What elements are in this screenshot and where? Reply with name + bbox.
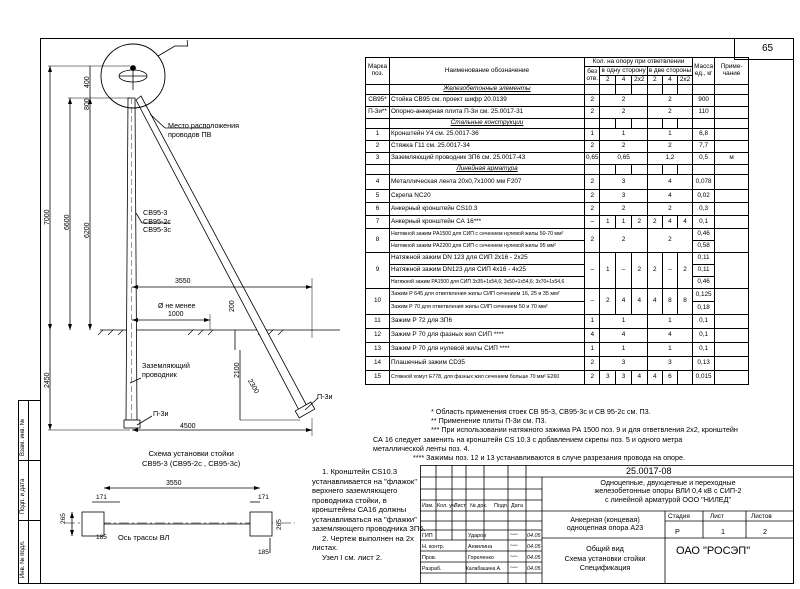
document-title: Одноцепные, двухцепные и переходные железобетонные опоры ВЛИ 0,4 кВ с СИП-2 с линейной арматурой ООО "НИЛЕД"	[594, 478, 742, 504]
pole-type-labels: СВ95-3 СВ95-2с СВ95-3с	[143, 208, 171, 234]
company-name: ОАО "РОСЭП"	[676, 545, 751, 557]
dim-7000: 7000	[44, 209, 51, 225]
dim-800: 800	[84, 98, 91, 110]
date-nkontr: 04.05	[527, 544, 541, 550]
table-row: Натяжной зажим РА1500 для СИП 3х35+1х54,6; 3х50+1х54,6; 3х70+1х54,6 0,46	[366, 277, 749, 289]
dim-2300: 2300	[245, 378, 260, 395]
col-name: Наименование обозначение	[390, 58, 585, 85]
date-gip: 04.05	[527, 533, 541, 539]
signature-nkontr: ~~	[510, 542, 518, 550]
plan-dim-265-left: 265	[60, 513, 67, 524]
table-row: П-3и** Опорно-анкерная плита П-3и см. 25.0017-31 2 2 2 110	[366, 107, 749, 119]
margin-label-inv: Инв. № подл.	[20, 540, 26, 578]
table-row: Натяжной зажим РА2200 для СИП с сечением нулевой жилы 95 мм² 0,58	[366, 241, 749, 253]
sheets-header: Листов	[751, 513, 772, 520]
table-row: Зажим Р 70 для ответвления жилы СИП сечением 50 и 70 мм² 0,18	[366, 302, 749, 315]
role-razrab: Разраб.	[422, 566, 442, 572]
margin-stamp	[28, 400, 40, 584]
role-nkontr: Н. контр.	[422, 544, 445, 550]
col-mass: Масса ед., кг	[693, 58, 715, 85]
specification-table: Марка поз. Наименование обозначение Кол. на опору при ответвлении Масса ед., кг Приме- чание без отв. в одну сторону в две стороны 2 4 2х2 2 4 2х2 Железобетонные элементы СВ95* Стойка СВ95 см. проект шифр 20.0139 2 2 2 900 П-3и** Опорно-анкерная плита П-3и см. 25.0017-31 2 2 2 110 Стальные конструкции 1 Кронштейн У4 см. 25.0017-36 1 1 1 6,8 2 Стяжка Г11 см. 25.0017-34 2 2 2 7,7 3 Заземляющий проводник ЗП6 см. 25.0017-43 0,65 0,65 1,2 0,5 м Линейная арматура 4 Металлическая лента 20х0,7х1000 мм F207 2 3 4 0,078 5 Скрепа NC20 2 3 4 0,02 6 Анкерный кронштейн CS10.3 2 2 2 0,3 7 Анкерный кронштейн СА 16*** – 1 1 2 2 4 4 0,1 8 Натяжной зажим РА1500 для СИП с сечением нулевой жилы 50-70 мм² 2 2 2 0,46 Натяжной зажим РА2200 для СИП с сечением нулевой жилы 95 мм² 0,58 9 Натяжной зажим DN 123 для СИП 2х16 - 2х25 – 1 – 2 2 – 2 0,11 Натяжной зажим DN123 для СИП 4х16 - 4х25 0,11 Натяжной зажим РА1500 для СИП 3х35+1х54,6; 3х50+1х54,6; 3х70+1х54,6 0,46 10 Зажим Р 645 для ответвления жилы СИП сечением 16, 25 и 35 мм² – 2 4 4 4 8 8 0,125 Зажим Р 70 для ответвления жилы СИП сечением 50 и 70 мм² 0,18 11 Зажим Р 72 для ЗП6 1 1 1 0,1 12 Зажим Р 70 для фазных жил СИП **** 4 4 4 0,1 13 Зажим Р 70 для нулевой жилы СИП **** 1 1 1 0,1 14 Плашечный зажим CD35 2 3 3 0,13 15 Стяжной хомут E778, для фазных жил сечением больше 70 мм² Е260 2 3 3 4 4 6 0,015	[365, 57, 749, 385]
date-prov: 04.05	[527, 555, 541, 561]
col-qty: Кол. на опору при ответвлении	[585, 58, 693, 67]
plan-dim-185-left: 185	[96, 534, 107, 541]
plan-dim-3550: 3550	[166, 480, 182, 487]
plan-dim-185-right: 185	[258, 549, 269, 556]
name-razrab: Калабашина А.	[466, 566, 502, 572]
table-row: 6 Анкерный кронштейн CS10.3 2 2 2 0,3	[366, 203, 749, 216]
dim-2100: 2100	[234, 362, 241, 378]
plan-plate-right	[250, 512, 272, 536]
table-row: 3 Заземляющий проводник ЗП6 см. 25.0017-43 0,65 0,65 1,2 0,5 м	[366, 153, 749, 165]
ground-conductor-label: Заземляющий проводник	[142, 361, 190, 379]
scheme-title: Схема установки стойки СВ95-3 (СВ95-2с , СВ95-3с)	[142, 449, 241, 468]
dim-200: 200	[229, 300, 236, 312]
table-row: 13 Зажим Р 70 для нулевой жилы СИП **** 1 1 1 0,1	[366, 343, 749, 357]
signature-razrab: ~~	[510, 564, 518, 572]
role-gip: ГИП	[422, 533, 433, 539]
drawing-notes: 1. Кронштейн CS10.3 устанавливается на "флажок" верхнего заземляющего проводника стойки, в кронштейны СА16 должны устанавливаться на "флажки" заземляющего проводника ЗП6. 2. Чертеж выполнен на 2х листах. Узел I см. лист 2.	[312, 467, 426, 562]
stage-value: Р	[675, 527, 680, 536]
base-plate	[124, 420, 140, 428]
document-code: 25.0017-08	[626, 466, 672, 476]
sheets-value: 2	[763, 527, 767, 536]
table-row: 4 Металлическая лента 20х0,7х1000 мм F207 2 3 4 0,078	[366, 175, 749, 190]
table-row: СВ95* Стойка СВ95 см. проект шифр 20.0139 2 2 2 900	[366, 95, 749, 107]
table-row: 1 Кронштейн У4 см. 25.0017-36 1 1 1 6,8	[366, 129, 749, 141]
signature-prov: ~~	[510, 553, 518, 561]
route-axis-label: Ось трассы ВЛ	[118, 533, 170, 542]
name-prov: Гореленко	[468, 555, 494, 561]
table-row: 5 Скрепа NC20 2 3 4 0,02	[366, 190, 749, 203]
section-rc: Железобетонные элементы	[390, 85, 585, 95]
table-row: 14 Плашечный зажим CD35 2 3 3 0,13	[366, 357, 749, 371]
plan-dim-265-right: 265	[276, 519, 283, 530]
dim-6600: 6600	[64, 214, 71, 230]
table-row: 15 Стяжной хомут E778, для фазных жил сечением больше 70 мм² Е260 2 3 3 4 4 6 0,015	[366, 371, 749, 385]
table-row: 8 Натяжной зажим РА1500 для СИП с сечением нулевой жилы 50-70 мм² 2 2 2 0,46	[366, 229, 749, 241]
stage-header: Стадия	[668, 513, 690, 520]
col-note: Приме- чание	[715, 58, 749, 85]
role-prov: Пров.	[422, 555, 437, 561]
support-name: Анкерная (концевая) одноцепная опора А23	[566, 515, 644, 533]
callout-label: I	[186, 39, 189, 48]
table-row: 11 Зажим Р 72 для ЗП6 1 1 1 0,1	[366, 315, 749, 329]
table-row: 10 Зажим Р 645 для ответвления жилы СИП сечением 16, 25 и 35 мм² – 2 4 4 4 8 8 0,125	[366, 289, 749, 302]
col-two-side: в две стороны	[648, 66, 692, 74]
table-row: 2 Стяжка Г11 см. 25.0017-34 2 2 2 7,7	[366, 141, 749, 153]
section-steel: Стальные конструкции	[390, 119, 585, 129]
margin-label-replace: Взам. инв. №	[20, 418, 26, 456]
dim-4500: 4500	[180, 423, 196, 430]
plan-dim-171-right: 171	[258, 494, 269, 501]
plan-dim-171-left: 171	[96, 494, 107, 501]
col-mark: Марка поз.	[366, 58, 390, 85]
plate-label-left: П-3и	[153, 409, 169, 418]
section-fittings: Линейная арматура	[390, 165, 585, 175]
dim-2450: 2450	[44, 372, 51, 388]
col-none: без отв.	[585, 67, 600, 85]
table-row: 12 Зажим Р 70 для фазных жил СИП **** 4 4 4 0,1	[366, 329, 749, 343]
col-one-side: в одну сторону	[601, 66, 646, 74]
table-row: 7 Анкерный кронштейн СА 16*** – 1 1 2 2 4 4 0,1	[366, 216, 749, 229]
sheet-number: 65	[762, 43, 774, 54]
plan-plate-left	[82, 512, 104, 536]
dim-1000: 1000	[168, 311, 184, 318]
footnotes: * Область применения стоек СВ 95-3, СВ95-3с и СВ 95-2с см. П3. ** Применение плиты П-3и см. П3. *** При использовании натяжного зажима РА 1500 поз. 9 и для ответвления 2х2, кронштейн СА 16 следует заменить на кронштейн CS 10.3 с добавлением скрепы поз. 5 и одного метра металлической ленты поз. 4. **** Зажимы поз. 12 и 13 устанавливаются в случе разрезания провода на опоре.	[373, 407, 738, 463]
sheet-value: 1	[721, 527, 725, 536]
min-diameter-label: Ø не менее	[158, 303, 196, 310]
name-gip: Ударов	[468, 533, 487, 539]
margin-label-sign: Подп. и дата	[20, 478, 26, 514]
sheet-view-names: Общий вид Схема установки стойки Спецификация	[564, 544, 646, 573]
wire-location-label: Место расположения проводов ПВ	[168, 121, 240, 139]
plate-label-right: П-3и	[317, 392, 333, 401]
dim-3550: 3550	[175, 278, 191, 285]
table-row: Натяжной зажим DN123 для СИП 4х16 - 4х25 0,11	[366, 265, 749, 277]
dim-400: 400	[84, 76, 91, 88]
dim-6200: 6200	[84, 222, 91, 238]
sheet-header: Лист	[710, 513, 724, 520]
date-razrab: 04.05	[527, 566, 541, 572]
signature-gip: ~~	[510, 531, 518, 539]
name-nkontr: Анкилина	[468, 544, 493, 550]
table-row: 9 Натяжной зажим DN 123 для СИП 2х16 - 2х25 – 1 – 2 2 – 2 0,11	[366, 253, 749, 265]
